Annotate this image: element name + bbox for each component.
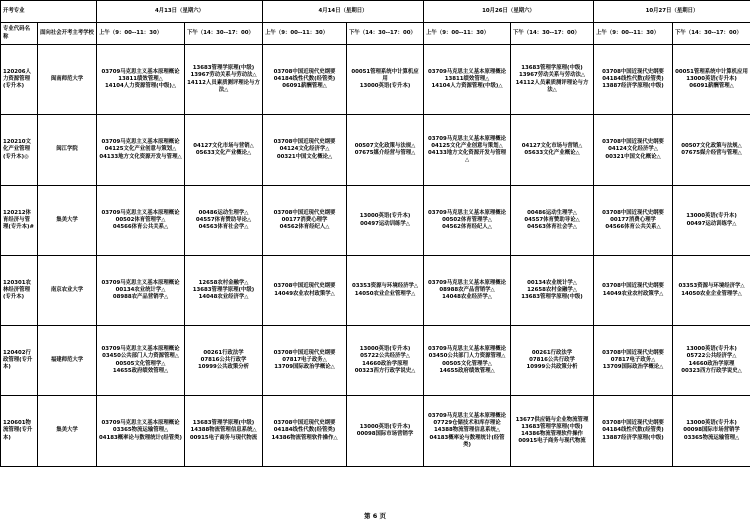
course-entry: 06091薪酬管理△ xyxy=(689,83,734,90)
exam-cell xyxy=(673,115,750,186)
course-entry: 05722公共经济学△ xyxy=(686,353,737,360)
school-header: 面向社会开考主考学校 xyxy=(38,23,97,45)
course-entry: 07675媒介经营与管理△ xyxy=(354,150,416,156)
course-entry: 04124文化经济学△ xyxy=(279,146,330,153)
exam-cell xyxy=(185,396,263,467)
exam-cell xyxy=(263,45,347,115)
course-entry: 04124文化经济学△ xyxy=(608,146,658,153)
exam-cell xyxy=(424,115,511,186)
course-entry: 13683管理学原理(中级) xyxy=(521,65,583,72)
course-entry: 10999公共政策分析 xyxy=(526,364,578,371)
exam-cell xyxy=(594,186,673,256)
course-entry: 03709马克思主义基本原理概论 xyxy=(101,68,180,75)
course-entry: 00915电子商务与现代物流 xyxy=(518,438,586,445)
course-entry: 00177消费心理学 xyxy=(281,216,328,223)
course-entry: 03365物流运输管理△ xyxy=(112,427,169,434)
course-entry: 13000英语(专升本) xyxy=(359,346,411,353)
course-entry: 03709马克思主义基本原理概论 xyxy=(427,68,507,75)
course-entry: 00321中国文化概论△ xyxy=(276,153,333,160)
course-entry: 03708中国近现代史纲要 xyxy=(273,68,336,75)
course-entry: 00321中国文化概论△ xyxy=(605,153,661,160)
course-entry: 07816公共行政学 xyxy=(200,356,247,363)
course-entry: 04127文化市场与营销△ xyxy=(521,142,583,149)
course-entry: 00051管理系统中计算机应用 xyxy=(351,68,419,82)
exam-cell xyxy=(97,115,185,186)
exam-cell xyxy=(594,115,673,186)
course-entry: 03708中国近现代史纲要 xyxy=(602,283,664,290)
course-entry: 03450公共部门人力资源管理△ xyxy=(428,353,506,360)
course-entry: 00502体育管理学△ xyxy=(442,216,492,223)
date-header-2: 4月14日（星期日） xyxy=(263,1,424,23)
host-school: 闽南师范大学 xyxy=(38,45,97,115)
major-code-name: 120212体育经济与管理(专升本)# xyxy=(1,186,38,256)
course-entry: 13811绩效管理△ xyxy=(444,75,490,82)
course-entry: 13000英语(专升本) xyxy=(686,75,737,82)
course-entry: 04184线性代数(经管类) xyxy=(273,75,336,82)
major-code-name: 120301农林经济管理(专升本) xyxy=(1,256,38,326)
exam-cell xyxy=(97,45,185,115)
course-entry: 08988农产品营销学△ xyxy=(439,286,495,293)
date-header-1: 4月13日（星期六） xyxy=(97,1,263,23)
host-school: 南京农业大学 xyxy=(38,256,97,326)
course-entry: 00507文化政策与法规△ xyxy=(354,142,416,149)
course-entry: 00497运动训练学△ xyxy=(686,220,737,227)
course-entry: 13683管理学原理(中级) xyxy=(192,420,255,427)
exam-cell xyxy=(424,326,511,396)
course-entry: 04125文化产业创意与策划△ xyxy=(104,146,177,153)
course-entry: 04562体育经纪人△ xyxy=(442,224,492,231)
course-entry: 04127文化市场与营销△ xyxy=(193,142,254,149)
exam-cell xyxy=(594,396,673,467)
course-entry: 04557体育赞助导论△ xyxy=(524,216,580,223)
course-entry: 13887经济学原理(中级) xyxy=(602,434,664,441)
course-entry: 14388物流管理信息系统△ xyxy=(434,427,501,434)
major-code-name: 120206人力资源管理(专升本) xyxy=(1,45,38,115)
course-entry: 13000英语(专升本) xyxy=(686,213,737,220)
course-entry: 13683管理学原理(中级) xyxy=(192,65,255,72)
course-entry: 13000英语(专升本) xyxy=(359,83,411,90)
date-header-row xyxy=(1,1,750,23)
exam-cell xyxy=(347,115,424,186)
course-entry: 14388物流管理信息系统△ xyxy=(190,427,257,434)
course-entry: 07675媒介经营与管理△ xyxy=(681,150,742,156)
exam-cell xyxy=(673,326,750,396)
course-entry: 13000英语(专升本) xyxy=(686,420,737,427)
course-entry: 12658农村金融学△ xyxy=(527,286,577,293)
course-entry: 03353资源与环境经济学△ xyxy=(678,283,745,290)
course-entry: 08988农产品营销学△ xyxy=(112,294,169,301)
course-entry: 04184线性代数(经管类) xyxy=(602,75,664,82)
course-entry: 04563体育社会学△ xyxy=(198,224,249,231)
course-entry: 13000英语(专升本) xyxy=(686,346,737,353)
major-row xyxy=(1,326,750,396)
exam-cell xyxy=(263,326,347,396)
major-code-name: 120601物流管理(专升本) xyxy=(1,396,38,467)
course-entry: 03709马克思主义基本原理概论 xyxy=(427,412,507,419)
course-entry: 03708中国近现代史纲要 xyxy=(273,209,336,216)
course-entry: 03709马克思主义基本原理概论 xyxy=(101,139,180,146)
course-entry: 04133地方文化资源开发与管理△ xyxy=(99,153,182,160)
course-entry: 06091薪酬管理△ xyxy=(282,83,327,90)
major-row xyxy=(1,45,750,115)
exam-cell xyxy=(424,256,511,326)
course-entry: 04184线性代数(经管类) xyxy=(273,427,336,434)
course-entry: 04133地方文化资源开发与管理△ xyxy=(427,150,507,164)
course-entry: 00323西方行政学说史△ xyxy=(681,367,742,374)
course-entry: 13677供应链与企业物流管理 xyxy=(515,416,589,423)
exam-cell xyxy=(185,186,263,256)
course-entry: 00261行政法学 xyxy=(203,349,244,356)
afternoon-slot-header: 下午（14：30--17：00） xyxy=(185,23,263,45)
afternoon-slot-header: 下午（14：30--17：00） xyxy=(347,23,424,45)
course-entry: 03450公共部门人力资源管理△ xyxy=(102,353,179,360)
course-entry: 14660政治学原理 xyxy=(688,360,735,367)
course-entry: 14386物流管理软件操作 xyxy=(521,431,583,437)
exam-cell xyxy=(511,115,594,186)
course-entry: 14112人员素质测评理论与方法△ xyxy=(187,79,260,93)
course-entry: 13811绩效管理△ xyxy=(118,75,163,82)
exam-cell xyxy=(263,186,347,256)
exam-cell xyxy=(97,256,185,326)
course-entry: 00098国际市场营销学 xyxy=(356,431,414,437)
course-entry: 13683管理学原理(中级) xyxy=(521,294,583,301)
course-entry: 13709国际政治学概论△ xyxy=(602,364,664,371)
course-entry: 14050农业企业管理学△ xyxy=(354,290,416,297)
course-entry: 14655政府绩效管理△ xyxy=(112,367,169,374)
course-entry: 00505文化管理学△ xyxy=(115,360,166,367)
course-entry: 14048农业经济学△ xyxy=(198,294,249,301)
course-entry: 03709马克思主义基本原理概论 xyxy=(101,209,180,216)
course-entry: 00177消费心理学 xyxy=(610,216,656,223)
course-entry: 03709马克思主义基本原理概论 xyxy=(101,346,180,353)
exam-cell xyxy=(594,45,673,115)
course-entry: 14049农业农村政策学△ xyxy=(602,290,664,297)
course-entry: 13000英语(专升本) xyxy=(359,423,411,430)
course-entry: 00134农业统计学△ xyxy=(527,279,577,286)
course-entry: 04125文化产业创意与策划△ xyxy=(431,142,503,149)
slot-header-row xyxy=(1,23,750,45)
page-number: 第 6 页 xyxy=(363,512,387,520)
exam-cell xyxy=(424,186,511,256)
afternoon-slot-header: 下午（14：30--17：00） xyxy=(673,23,750,45)
exam-cell xyxy=(673,396,750,467)
course-entry: 12658农村金融学△ xyxy=(198,279,249,286)
date-header-3: 10月26日（星期六） xyxy=(424,1,594,23)
course-entry: 03708中国近现代史纲要 xyxy=(273,349,336,356)
exam-cell xyxy=(673,256,750,326)
course-entry: 14104人力资源管理(中级)△ xyxy=(431,83,503,90)
course-entry: 14660政治学原理 xyxy=(362,360,408,367)
exam-cell xyxy=(673,45,750,115)
course-entry: 14048农业经济学△ xyxy=(442,294,492,301)
course-entry: 13709国际政治学概论△ xyxy=(274,364,335,371)
course-entry: 03708中国近现代史纲要 xyxy=(602,209,664,216)
course-entry: 00502体育管理学△ xyxy=(115,216,166,223)
exam-cell xyxy=(263,115,347,186)
course-entry: 00134农业统计学△ xyxy=(115,286,166,293)
major-row xyxy=(1,256,750,326)
course-entry: 13967劳动关系与劳动法△ xyxy=(190,72,257,79)
course-entry: 10999公共政策分析 xyxy=(197,364,250,371)
morning-slot-header: 上午（9：00--11：30） xyxy=(424,23,511,45)
exam-cell xyxy=(185,115,263,186)
course-entry: 03353资源与环境经济学△ xyxy=(352,283,419,290)
course-entry: 05633文化产业概论△ xyxy=(195,150,252,156)
exam-cell xyxy=(511,326,594,396)
exam-cell xyxy=(594,326,673,396)
course-entry: 03708中国近现代史纲要 xyxy=(602,139,664,146)
course-entry: 04566体育公共关系△ xyxy=(605,224,661,231)
exam-cell xyxy=(263,396,347,467)
course-entry: 03709马克思主义基本原理概论 xyxy=(101,420,180,427)
course-entry: 00486运动生理学△ xyxy=(527,209,577,216)
major-code-name: 120402行政管理(专升本) xyxy=(1,326,38,396)
exam-cell xyxy=(185,326,263,396)
host-school: 福建师范大学 xyxy=(38,326,97,396)
course-entry: 03708中国近现代史纲要 xyxy=(602,68,664,75)
course-entry: 07817电子政务△ xyxy=(610,356,656,363)
course-entry: 04183概率论与数理统计(经管类) xyxy=(429,434,505,448)
course-entry: 05633文化产业概论△ xyxy=(524,150,580,156)
exam-cell xyxy=(263,256,347,326)
course-entry: 13683管理学原理(中级) xyxy=(192,286,255,293)
morning-slot-header: 上午（9：00--11：30） xyxy=(97,23,185,45)
course-entry: 03708中国近现代史纲要 xyxy=(602,420,664,427)
date-header-4: 10月27日（星期日） xyxy=(594,1,750,23)
course-entry: 14655政府绩效管理△ xyxy=(439,367,495,374)
exam-cell xyxy=(424,396,511,467)
course-entry: 05722公共经济学△ xyxy=(360,353,410,360)
major-header: 开考专业 xyxy=(1,1,97,23)
course-entry: 14104人力资源管理(中级)△ xyxy=(105,83,176,90)
course-entry: 13000英语(专升本) xyxy=(359,213,411,220)
course-entry: 04183概率论与数理统计(经管类) xyxy=(99,434,182,441)
course-entry: 03708中国近现代史纲要 xyxy=(273,283,336,290)
exam-cell xyxy=(347,186,424,256)
course-entry: 00261行政法学 xyxy=(531,349,573,356)
course-entry: 03709马克思主义基本原理概论 xyxy=(427,346,507,353)
course-entry: 00098国际市场营销学 xyxy=(683,427,740,434)
exam-cell xyxy=(347,396,424,467)
course-entry: 00051管理系统中计算机应用 xyxy=(675,68,748,75)
course-entry: 04562体育经纪人△ xyxy=(279,224,330,231)
course-entry: 03708中国近现代史纲要 xyxy=(602,349,664,356)
course-entry: 00497运动训练学△ xyxy=(360,220,410,227)
course-entry: 14049农业农村政策学△ xyxy=(274,290,335,297)
exam-cell xyxy=(594,256,673,326)
course-entry: 07817电子政务△ xyxy=(282,356,327,363)
host-school: 集美大学 xyxy=(38,396,97,467)
schedule-body xyxy=(1,1,750,467)
host-school: 集美大学 xyxy=(38,186,97,256)
course-entry: 00323西方行政学说史△ xyxy=(354,367,416,374)
course-entry: 03708中国近现代史纲要 xyxy=(273,420,336,427)
exam-cell xyxy=(511,45,594,115)
exam-cell xyxy=(97,186,185,256)
course-entry: 14386物流管理软件操作△ xyxy=(271,434,338,441)
course-entry: 04563体育社会学△ xyxy=(527,224,577,231)
course-entry: 03708中国近现代史纲要 xyxy=(273,139,336,146)
course-entry: 04557体育赞助导论△ xyxy=(195,216,252,223)
course-entry: 03709马克思主义基本原理概论 xyxy=(427,279,507,286)
major-row xyxy=(1,115,750,186)
morning-slot-header: 上午（9：00--11：30） xyxy=(263,23,347,45)
afternoon-slot-header: 下午（14：30--17：00） xyxy=(511,23,594,45)
exam-cell xyxy=(97,326,185,396)
exam-cell xyxy=(673,186,750,256)
course-entry: 14112人员素质测评理论与方法△ xyxy=(515,79,589,93)
course-entry: 13887经济学原理(中级) xyxy=(602,83,664,90)
course-entry: 04184线性代数(经管类) xyxy=(602,427,664,434)
exam-cell xyxy=(185,256,263,326)
exam-cell xyxy=(511,396,594,467)
major-row xyxy=(1,186,750,256)
course-entry: 07729仓储技术和库存理论 xyxy=(433,420,501,427)
host-school: 闽江学院 xyxy=(38,115,97,186)
course-entry: 14050农业企业管理学△ xyxy=(681,290,742,297)
exam-cell xyxy=(347,326,424,396)
course-entry: 00507文化政策与法规△ xyxy=(681,142,742,149)
course-entry: 13967劳动关系与劳动法△ xyxy=(519,72,586,79)
course-entry: 04566体育公共关系△ xyxy=(112,224,169,231)
exam-cell xyxy=(185,45,263,115)
course-entry: 13683管理学原理(中级) xyxy=(521,423,583,430)
course-entry: 00505文化管理学△ xyxy=(442,360,492,367)
major-code-name: 120210文化产业管理(专升本)◎ xyxy=(1,115,38,186)
course-entry: 03709马克思主义基本原理概论 xyxy=(427,135,507,142)
course-entry: 07816公共行政学 xyxy=(529,356,575,363)
exam-cell xyxy=(97,396,185,467)
exam-cell xyxy=(511,186,594,256)
course-entry: 00915电子商务与现代物流 xyxy=(189,434,258,441)
major-row xyxy=(1,396,750,467)
exam-cell xyxy=(511,256,594,326)
code-name-header: 专业代码名称 xyxy=(1,23,38,45)
exam-cell xyxy=(424,45,511,115)
exam-cell xyxy=(347,45,424,115)
course-entry: 00486运动生理学△ xyxy=(198,209,249,216)
course-entry: 03709马克思主义基本原理概论 xyxy=(427,209,507,216)
course-entry: 03709马克思主义基本原理概论 xyxy=(101,279,180,286)
morning-slot-header: 上午（9：00--11：30） xyxy=(594,23,673,45)
exam-cell xyxy=(347,256,424,326)
course-entry: 03365物流运输管理△ xyxy=(683,434,740,441)
